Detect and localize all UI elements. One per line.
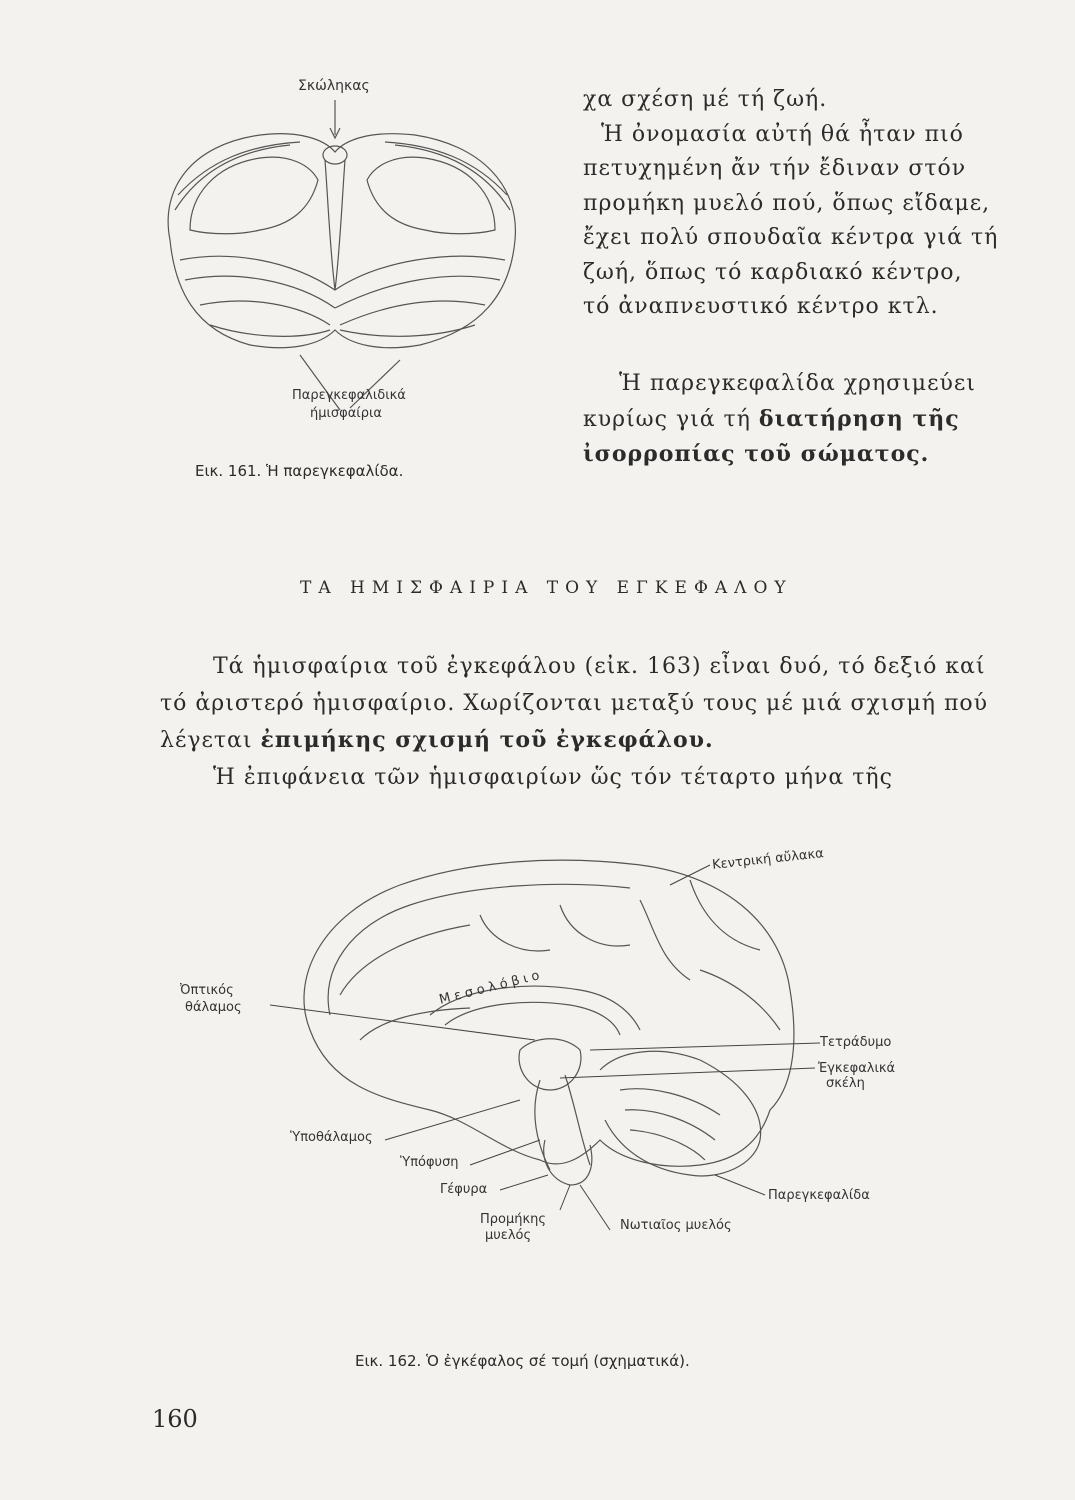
text-line: πετυχημένη ἄν τήν ἔδιναν στόν [583, 156, 967, 181]
right-column-paragraph-2 [583, 367, 976, 472]
text-run: κυρίως γιά τή [583, 406, 759, 432]
text-line [160, 722, 988, 759]
label-hypothalamus: Ὑποθάλαμος [290, 1130, 373, 1145]
label-optic-thalamus-1: Ὀπτικός [180, 983, 234, 998]
label-medulla-1: Προμήκης [480, 1212, 547, 1227]
figure-161-caption: Εικ. 161. Ἡ παρεγκεφαλίδα. [195, 462, 404, 480]
text-line: χα σχέση μέ τή ζωή. [583, 87, 828, 112]
label-medulla-2: μυελός [485, 1228, 532, 1243]
label-tetradymo: Τετράδυμο [820, 1035, 892, 1050]
text-line: προμήκη μυελό πού, ὅπως εἴδαμε, [583, 190, 991, 216]
label-cerebral-peduncles-1: Ἐγκεφαλικά [818, 1061, 896, 1076]
bold-term: διατήρηση τῆς [758, 405, 960, 432]
text-line: ζωή, ὅπως τό καρδιακό κέντρο, [583, 259, 963, 285]
text-line: Ἡ ἐπιφάνεια τῶν ἡμισφαιρίων ὥς τόν τέταρτο μήνα τῆς [213, 765, 893, 790]
text-line: Τά ἡμισφαίρια τοῦ ἐγκεφάλου (εἰκ. 163) εἶναι δυό, τό δεξιό καί [213, 654, 986, 679]
label-cerebellum: Παρεγκεφαλίδα [768, 1188, 870, 1203]
text-run: λέγεται [160, 728, 261, 753]
bold-term: ἰσορροπίας τοῦ σώματος. [583, 441, 930, 467]
label-vermis: Σκώληκας [298, 78, 370, 94]
text-line: ἔχει πολύ σπουδαῖα κέντρα γιά τή [583, 225, 999, 250]
figure-161 [150, 70, 550, 490]
label-hypophysis: Ὑπόφυση [400, 1155, 459, 1170]
section-heading: ΤΑ ΗΜΙΣΦΑΙΡΙΑ ΤΟΥ ΕΓΚΕΦΑΛΟΥ [300, 578, 793, 598]
figure-162-caption: Εικ. 162. Ὁ ἐγκέφαλος σέ τομή (σχηματικά). [355, 1352, 690, 1370]
body-paragraph [160, 648, 988, 796]
label-cerebral-peduncles-2: σκέλη [826, 1076, 865, 1091]
label-corpus-callosum: Μεσολόβιο [437, 967, 545, 1008]
brain-section-drawing [0, 840, 1075, 1260]
right-column-paragraph-1 [583, 83, 998, 325]
text-line: τό ἀριστερό ἡμισφαίριο. Χωρίζονται μεταξύ τους μέ μιά σχισμή πού [160, 691, 989, 716]
label-central-sulcus: Κεντρική αὔλακα [711, 846, 825, 873]
label-hemispheres-2: ήμισφαίρια [310, 406, 382, 421]
text-line: Ἡ ὀνομασία αὐτή θά ἦταν πιό [601, 121, 964, 147]
page-number: 160 [152, 1405, 198, 1433]
label-optic-thalamus-2: θάλαμος [185, 1000, 242, 1015]
label-pons: Γέφυρα [440, 1182, 488, 1197]
text-line: Ἡ παρεγκεφαλίδα χρησιμεύει [619, 371, 976, 396]
bold-term: ἐπιμήκης σχισμή τοῦ ἐγκεφάλου. [260, 727, 714, 753]
text-line [583, 402, 976, 438]
figure-162 [0, 840, 1075, 1400]
label-spinal-cord: Νωτιαῖος μυελός [620, 1218, 732, 1233]
cerebellum-drawing [150, 90, 550, 430]
label-hemispheres-1: Παρεγκεφαλιδικά [292, 388, 406, 403]
text-line: τό ἀναπνευστικό κέντρο κτλ. [583, 294, 939, 319]
